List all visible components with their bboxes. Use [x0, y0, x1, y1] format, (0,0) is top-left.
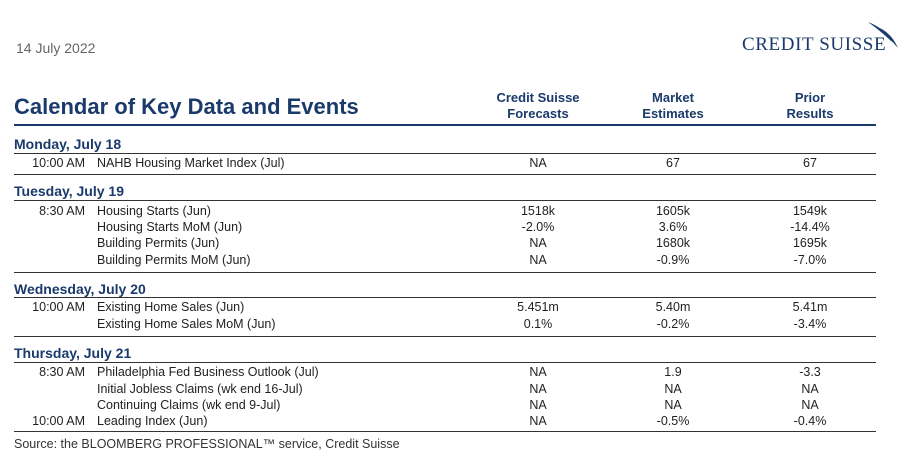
estimate-value: NA	[664, 382, 682, 396]
column-header-prior: Prior Results	[786, 90, 834, 121]
page-title: Calendar of Key Data and Events	[14, 94, 359, 119]
table-row	[0, 204, 911, 220]
prior-value: -0.4%	[793, 414, 827, 428]
day-heading: Tuesday, July 19	[14, 183, 124, 199]
prior-value: 1695k	[792, 236, 828, 250]
day-divider	[14, 297, 876, 298]
event-name: Existing Home Sales MoM (Jun)	[97, 317, 276, 331]
forecast-value: NA	[529, 414, 547, 428]
table-row	[0, 317, 911, 333]
forecast-value: NA	[529, 156, 547, 170]
forecast-value: NA	[529, 382, 547, 396]
event-time: 10:00 AM	[32, 414, 85, 428]
logo-wordmark: CREDIT SUISSE	[742, 34, 887, 55]
estimate-value: 1605k	[655, 204, 691, 218]
prior-value: 67	[803, 156, 817, 170]
estimate-value: 67	[666, 156, 680, 170]
event-name: NAHB Housing Market Index (Jul)	[97, 156, 285, 170]
event-time: 10:00 AM	[32, 300, 85, 314]
sails-icon	[862, 20, 900, 56]
prior-value: -3.4%	[793, 317, 827, 331]
event-name: Housing Starts MoM (Jun)	[97, 220, 243, 234]
prior-value: 1549k	[792, 204, 828, 218]
forecast-value: NA	[529, 365, 547, 379]
header-divider	[14, 124, 876, 126]
table-row	[0, 253, 911, 269]
table-row	[0, 300, 911, 316]
forecast-value: 5.451m	[517, 300, 559, 314]
estimate-value: 3.6%	[658, 220, 688, 234]
prior-value: -3.3	[799, 365, 821, 379]
forecast-value: 1518k	[520, 204, 556, 218]
source-note: Source: the BLOOMBERG PROFESSIONAL™ service, Credit Suisse	[14, 437, 400, 451]
table-row	[0, 220, 911, 236]
table-row	[0, 365, 911, 381]
table-row	[0, 382, 911, 398]
column-header-estimates: Market Estimates	[642, 90, 704, 121]
day-heading: Monday, July 18	[14, 136, 122, 152]
estimate-value: -0.5%	[656, 414, 690, 428]
table-bottom-divider	[14, 431, 876, 432]
table-row	[0, 398, 911, 414]
report-date: 14 July 2022	[16, 40, 96, 56]
forecast-value: NA	[529, 253, 547, 267]
forecast-value: NA	[529, 398, 547, 412]
day-divider	[14, 272, 876, 273]
day-heading: Thursday, July 21	[14, 345, 132, 361]
day-divider	[14, 336, 876, 337]
day-divider	[14, 153, 876, 154]
credit-suisse-logo	[742, 20, 902, 60]
prior-value: -14.4%	[790, 220, 830, 234]
forecast-value: 0.1%	[523, 317, 553, 331]
forecast-value: NA	[529, 236, 547, 250]
estimate-value: -0.9%	[656, 253, 690, 267]
day-heading: Wednesday, July 20	[14, 281, 146, 297]
forecast-value: -2.0%	[521, 220, 555, 234]
column-header-forecasts: Credit Suisse Forecasts	[496, 90, 580, 121]
event-name: Leading Index (Jun)	[97, 414, 208, 428]
day-divider	[14, 200, 876, 201]
event-time: 8:30 AM	[39, 365, 85, 379]
event-name: Existing Home Sales (Jun)	[97, 300, 245, 314]
event-name: Housing Starts (Jun)	[97, 204, 211, 218]
prior-value: 5.41m	[792, 300, 828, 314]
prior-value: -7.0%	[793, 253, 827, 267]
estimate-value: -0.2%	[656, 317, 690, 331]
prior-value: NA	[801, 382, 819, 396]
estimate-value: 5.40m	[655, 300, 691, 314]
day-divider	[14, 174, 876, 175]
event-name: Building Permits MoM (Jun)	[97, 253, 251, 267]
table-row	[0, 414, 911, 430]
estimate-value: 1680k	[655, 236, 691, 250]
table-row	[0, 236, 911, 252]
event-name: Building Permits (Jun)	[97, 236, 220, 250]
event-time: 8:30 AM	[39, 204, 85, 218]
event-name: Continuing Claims (wk end 9-Jul)	[97, 398, 281, 412]
estimate-value: 1.9	[664, 365, 682, 379]
event-name: Initial Jobless Claims (wk end 16-Jul)	[97, 382, 303, 396]
estimate-value: NA	[664, 398, 682, 412]
table-row	[0, 156, 911, 172]
event-name: Philadelphia Fed Business Outlook (Jul)	[97, 365, 319, 379]
prior-value: NA	[801, 398, 819, 412]
event-time: 10:00 AM	[32, 156, 85, 170]
day-divider	[14, 362, 876, 363]
